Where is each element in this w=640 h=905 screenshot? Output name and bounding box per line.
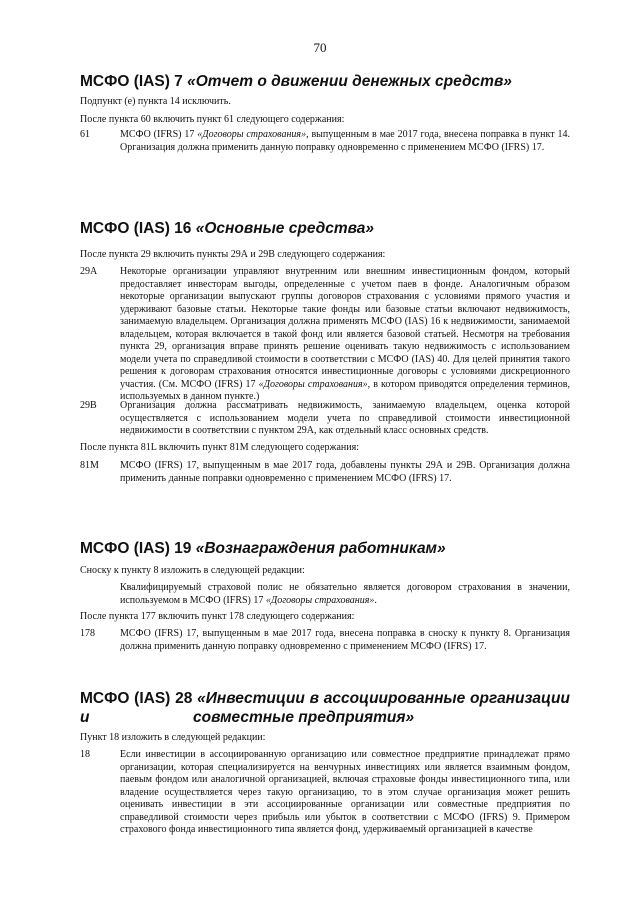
- page-number: 70: [313, 40, 327, 55]
- heading-code: МСФО (IAS) 19: [80, 540, 192, 557]
- section-heading-ias7: [80, 72, 570, 91]
- instruction: После пункта 81L включить пункт 81M следующего содержания:: [80, 442, 359, 453]
- section-heading-ias19: [80, 539, 570, 558]
- instruction: Сноску к пункту 8 изложить в следующей редакции:: [80, 565, 305, 576]
- paragraph-178: МСФО (IFRS) 17, выпущенным в мае 2017 года, внесена поправка в сноску к пункту 8. Организация должна применить данную поправку одновременно с применением МСФО (IFRS) 17.: [120, 628, 570, 652]
- paragraph-text: Квалифицируемый страховой полис не обязательно является договором страхования в значении, используемом в МСФО (IFRS) 17: [120, 582, 570, 606]
- paragraph-text: .: [374, 594, 377, 606]
- paragraph-29a: [120, 266, 570, 404]
- instruction: После пункта 60 включить пункт 61 следующего содержания:: [80, 114, 345, 125]
- paragraph-number: 29А: [80, 266, 98, 277]
- instruction: Подпункт (е) пункта 14 исключить.: [80, 96, 231, 107]
- heading-code: МСФО (IAS) 28: [80, 690, 193, 707]
- paragraph-number: 178: [80, 628, 95, 639]
- paragraph-italic: «Договоры страхования»: [265, 594, 375, 606]
- paragraph-81m: МСФО (IFRS) 17, выпущенным в мае 2017 года, добавлены пункты 29А и 29В. Организация должна применить данные поправки одновременно с применением МСФО (IFRS) 17.: [120, 460, 570, 484]
- section-heading-ias28-continued: [193, 708, 570, 727]
- paragraph-number: 18: [80, 749, 90, 760]
- section-heading-ias16: [80, 219, 570, 238]
- paragraph-number: 81M: [80, 460, 99, 471]
- instruction: После пункта 29 включить пункты 29А и 29В следующего содержания:: [80, 249, 386, 260]
- heading-title: «Отчет о движении денежных средств»: [187, 73, 512, 90]
- paragraph-text: , в котором приводятся определения терминов, используемых в данном пункте.): [120, 378, 570, 402]
- paragraph-text: МСФО (IFRS) 17: [120, 129, 198, 140]
- heading-code: МСФО (IAS) 16: [80, 220, 192, 237]
- heading-title: «Основные средства»: [195, 220, 375, 237]
- paragraph-text: , выпущенным в мае 2017 года, внесена поправка в пункт 14. Организация должна применить данную поправку одновременно с применением МСФО (IFRS) 17.: [120, 129, 571, 153]
- instruction: Пункт 18 изложить в следующей редакции:: [80, 732, 266, 743]
- heading-title: «Вознаграждения работникам»: [195, 540, 446, 557]
- footnote-text: [120, 582, 570, 607]
- heading-title-line2: совместные предприятия»: [193, 709, 415, 726]
- paragraph-text: Некоторые организации управляют внутренним или внешним инвестиционным фондом, который предоставляет инвесторам выгоды, определенные с учетом паев в фонде. Аналогичным образом некоторые организации выпускают группы договоров страхования с условиями прямого участия и удерживают базовые статьи. Некоторые такие фонды или базовые статьи включают недвижимость, занимаемую владельцем. Организация должна применять МСФО (IAS) 16 к недвижимости, занимаемой владельцем, которая включается в такой фонд или является базовой статьей. Несмотря на требования пункта 29, организация вправе принять решение оценивать такую недвижимость с использованием модели учета по справедливой стоимости в соответствии с МСФО (IAS) 40. Для целей принятия такого решения к договорам страхования относятся инвестиционные договоры с условиями дискреционного участия. (См. МСФО (IFRS) 17: [120, 266, 570, 390]
- paragraph-number: 61: [80, 129, 90, 140]
- paragraph-29b: Организация должна рассматривать недвижимость, занимаемую владельцем, оценка которой осуществляется с использованием модели учета по справедливой стоимости инвестиционной недвижимости в соответствии с пунктом 29А, как отдельный класс основных средств.: [120, 400, 570, 436]
- heading-title-line1: «Инвестиции в ассоциированные организации и: [80, 690, 570, 726]
- paragraph-number: 29В: [80, 400, 97, 411]
- paragraph-italic: «Договоры страхования»: [258, 378, 368, 390]
- paragraph-18: Если инвестиции в ассоциированную организацию или совместное предприятие принадлежат прямо организации, которая специализируется на венчурных инвестициях или является взаимным фондом, паевым фондом или аналогичной организацией, включая страховые фонды инвестиционного типа, или владение осуществляется через такую организацию, то в этом случае организация может решить оценивать инвестиции в эти ассоциированные организации или совместные предприятия по справедливой стоимости через прибыль или убыток в соответствии с МСФО (IFRS) 9. Примером страхового фонда инвестиционного типа является фонд, удерживаемый организацией в качестве: [120, 749, 570, 835]
- paragraph-61: [120, 129, 570, 154]
- instruction: После пункта 177 включить пункт 178 следующего содержания:: [80, 611, 355, 622]
- heading-code: МСФО (IAS) 7: [80, 73, 183, 90]
- paragraph-italic: «Договоры страхования»: [197, 129, 307, 140]
